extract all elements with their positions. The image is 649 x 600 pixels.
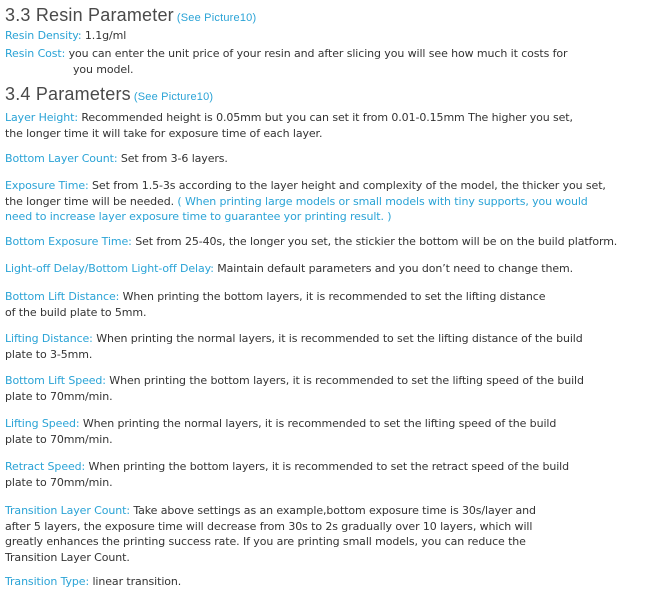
param-light-off-delay bbox=[5, 261, 645, 277]
param-bottom-lift-speed bbox=[5, 373, 645, 404]
param-text-continued: the longer time it will take for exposure time of each layer. bbox=[5, 126, 323, 140]
param-transition-type bbox=[5, 574, 645, 590]
param-text-continued: plate to 70mm/min. bbox=[5, 475, 113, 489]
param-term: Resin Density: bbox=[5, 29, 82, 42]
param-bottom-layer-count bbox=[5, 151, 645, 167]
param-term: Layer Height: bbox=[5, 111, 78, 124]
param-text: When printing the bottom layers, it is recommended to set the lifting speed of the build bbox=[105, 374, 584, 387]
param-term: Bottom Lift Speed: bbox=[5, 374, 106, 387]
param-text: When printing the bottom layers, it is recommended to set the retract speed of the build bbox=[85, 460, 570, 473]
param-text-continued: Transition Layer Count. bbox=[5, 550, 130, 564]
section-heading-parameters bbox=[5, 84, 213, 105]
param-retract-speed bbox=[5, 459, 645, 490]
param-text: 1.1g/ml bbox=[81, 29, 127, 42]
param-lifting-speed bbox=[5, 416, 645, 447]
param-text-continued: of the build plate to 5mm. bbox=[5, 305, 147, 319]
param-term: Resin Cost: bbox=[5, 47, 66, 60]
param-text: Set from 1.5-3s according to the layer height and complexity of the model, the thicker you set, bbox=[88, 179, 606, 192]
param-text: When printing the bottom layers, it is recommended to set the lifting distance bbox=[119, 290, 546, 303]
section-heading-resin-parameter bbox=[5, 5, 256, 26]
picture-reference: (See Picture10) bbox=[133, 91, 214, 103]
param-text-continued: after 5 layers, the exposure time will decrease from 30s to 2s gradually over 10 layers, which will bbox=[5, 519, 533, 533]
param-text: Take above settings as an example,bottom exposure time is 30s/layer and bbox=[129, 504, 536, 517]
param-text: Maintain default parameters and you don’t need to change them. bbox=[213, 262, 574, 275]
param-term: Transition Layer Count: bbox=[5, 504, 130, 517]
param-text: When printing the normal layers, it is recommended to set the lifting speed of the build bbox=[79, 417, 557, 430]
param-text: Recommended height is 0.05mm but you can set it from 0.01-0.15mm The higher you set, bbox=[77, 111, 573, 124]
param-transition-layer-count bbox=[5, 503, 645, 565]
param-resin-cost bbox=[5, 46, 645, 77]
param-text-continued: greatly enhances the printing success rate. If you are printing small models, you can reduce the bbox=[5, 535, 526, 548]
param-text: Set from 3-6 layers. bbox=[117, 152, 228, 165]
param-term: Bottom Exposure Time: bbox=[5, 235, 132, 248]
param-term: Exposure Time: bbox=[5, 179, 89, 192]
param-text-continued: plate to 3-5mm. bbox=[5, 347, 93, 361]
param-text: When printing the normal layers, it is recommended to set the lifting distance of the build bbox=[92, 332, 583, 345]
param-term: Transition Type: bbox=[5, 575, 90, 588]
param-exposure-time bbox=[5, 178, 645, 225]
param-resin-density bbox=[5, 28, 645, 44]
param-text: Set from 25-40s, the longer you set, the stickier the bottom will be on the build platform. bbox=[131, 235, 618, 248]
picture-reference: (See Picture10) bbox=[176, 12, 257, 24]
param-bottom-lift-distance bbox=[5, 289, 645, 320]
param-term: Bottom Layer Count: bbox=[5, 152, 118, 165]
param-layer-height bbox=[5, 110, 645, 141]
param-term: Light-off Delay/Bottom Light-off Delay: bbox=[5, 262, 214, 275]
param-text: linear transition. bbox=[89, 575, 182, 588]
param-text: you can enter the unit price of your resin and after slicing you will see how much it costs for bbox=[65, 47, 568, 60]
param-term: Bottom Lift Distance: bbox=[5, 290, 120, 303]
section-title: 3.3 Resin Parameter bbox=[5, 5, 174, 25]
param-text-continued: plate to 70mm/min. bbox=[5, 389, 113, 403]
param-text-continued: you model. bbox=[73, 62, 134, 76]
param-term: Lifting Distance: bbox=[5, 332, 93, 345]
param-text-continued: the longer time will be needed. bbox=[5, 194, 178, 208]
param-highlight-note: ( When printing large models or small models with tiny supports, you would bbox=[177, 194, 588, 208]
param-lifting-distance bbox=[5, 331, 645, 362]
param-term: Retract Speed: bbox=[5, 460, 86, 473]
section-title: 3.4 Parameters bbox=[5, 84, 131, 104]
param-bottom-exposure-time bbox=[5, 234, 645, 250]
param-term: Lifting Speed: bbox=[5, 417, 80, 430]
param-highlight-note-continued: need to increase layer exposure time to guarantee yor printing result. ) bbox=[5, 210, 392, 223]
param-text-continued: plate to 70mm/min. bbox=[5, 432, 113, 446]
